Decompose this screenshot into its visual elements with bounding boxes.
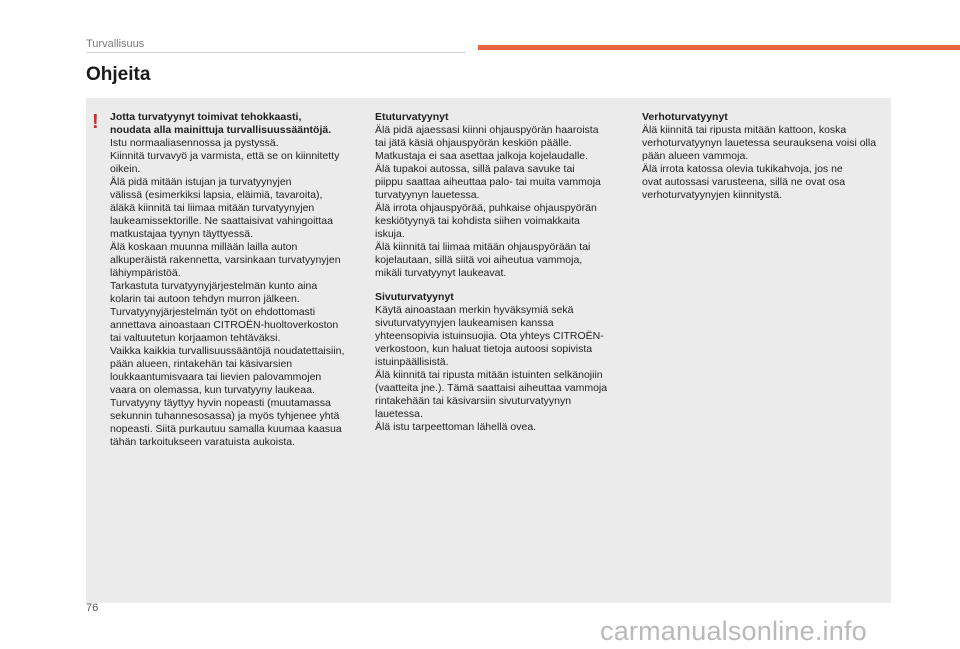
text-line: rintakehään tai käsivarsiin sivuturvatyynyn bbox=[375, 395, 572, 407]
text-line: verkostoon, kun haluat tietoja autoosi sopivista bbox=[375, 343, 593, 355]
page-number: 76 bbox=[86, 602, 99, 614]
text-line: Tarkastuta turvatyynyjärjestelmän kunto aina bbox=[110, 280, 318, 292]
text-line: turvatyynyn lauetessa. bbox=[375, 189, 480, 201]
general-heading-line: Jotta turvatyynyt toimivat tehokkaasti, bbox=[110, 111, 302, 123]
text-line: lähiympäristöä. bbox=[110, 267, 181, 279]
text-line: nopeasti. Siitä purkautuu samalla kuumaa kaasua bbox=[110, 423, 342, 435]
text-line: verhoturvatyynyjen kiinnitystä. bbox=[642, 189, 783, 201]
curtain-airbags-heading: Verhoturvatyynyt bbox=[642, 111, 728, 123]
column-general-rules bbox=[110, 111, 356, 449]
text-line: loukkaantumisvaara tai lievien palovammojen bbox=[110, 371, 322, 383]
text-line: äläkä kiinnitä tai liimaa mitään turvatyynyjen bbox=[110, 202, 315, 214]
text-line: yhteensopivia istuinsuojia. Ota yhteys CITROËN- bbox=[375, 330, 604, 342]
text-line: Älä tupakoi autossa, sillä palava savuke tai bbox=[375, 163, 575, 175]
text-line: pään alueen, rintakehän tai käsivarsien bbox=[110, 358, 293, 370]
text-line: pään alueen vammoja. bbox=[642, 150, 749, 162]
text-line: Älä pidä mitään istujan ja turvatyynyjen bbox=[110, 176, 292, 188]
text-line: alkuperäistä rakennetta, varsinkaan turvatyynyjen bbox=[110, 254, 341, 266]
text-line: tähän tarkoitukseen varatuista aukoista. bbox=[110, 436, 296, 448]
text-line: lauetessa. bbox=[375, 408, 423, 420]
general-heading-line: noudata alla mainittuja turvallisuussääntöjä. bbox=[110, 124, 332, 136]
text-line: ovat autossasi varusteena, sillä ne ovat osa bbox=[642, 176, 846, 188]
text-line: Turvatyyny täyttyy hyvin nopeasti (muutamassa bbox=[110, 397, 331, 409]
page-title: Ohjeita bbox=[86, 64, 151, 85]
text-line: laukeamissektorille. Ne saattaisivat vahingoittaa bbox=[110, 215, 333, 227]
text-line: sivuturvatyynyjen laukeamisen kanssa bbox=[375, 317, 554, 329]
column-front-and-side-airbags bbox=[375, 111, 623, 434]
text-line: iskuja. bbox=[375, 228, 405, 240]
text-line: mikäli turvatyynyt laukeavat. bbox=[375, 267, 507, 279]
text-line: Turvatyynyjärjestelmän työt on ehdottomasti bbox=[110, 306, 316, 318]
text-line: Älä irrota katossa olevia tukikahvoja, jos ne bbox=[642, 163, 843, 175]
text-line: Käytä ainoastaan merkin hyväksymiä sekä bbox=[375, 304, 574, 316]
text-line: vaara on olemassa, kun turvatyyny laukeaa. bbox=[110, 384, 315, 396]
header-divider-gray bbox=[86, 52, 466, 53]
text-line: annettava ainoastaan CITROËN-huoltoverkoston bbox=[110, 319, 339, 331]
text-line: Vaikka kaikkia turvallisuussääntöjä noudatettaisiin, bbox=[110, 345, 345, 357]
header-accent-bar bbox=[478, 45, 960, 50]
side-airbags-heading: Sivuturvatyynyt bbox=[375, 291, 454, 303]
text-line: Älä kiinnitä tai liimaa mitään ohjauspyörään tai bbox=[375, 241, 591, 253]
text-line: (vaatteita jne.). Tämä saattaisi aiheuttaa vammoja bbox=[375, 382, 608, 394]
text-line: tai valtuutetun korjaamon tehtäväksi. bbox=[110, 332, 281, 344]
section-label: Turvallisuus bbox=[86, 38, 145, 50]
text-line: Kiinnitä turvavyö ja varmista, että se on kiinnitetty bbox=[110, 150, 340, 162]
text-line: keskiötyynyä tai kohdista siihen voimakkaita bbox=[375, 215, 580, 227]
watermark: carmanualsonline.info bbox=[600, 616, 867, 646]
text-line: matkustajaa tyynyn täyttyessä. bbox=[110, 228, 253, 240]
text-line: oikein. bbox=[110, 163, 141, 175]
text-line: kojelautaan, sillä siitä voi aiheutua vammoja, bbox=[375, 254, 583, 266]
text-line: verhoturvatyynyn lauetessa seurauksena voisi olla bbox=[642, 137, 877, 149]
text-line: piippu saattaa aiheuttaa palo- tai muita vammoja bbox=[375, 176, 601, 188]
text-line: Älä koskaan muunna millään lailla auton bbox=[110, 241, 298, 253]
text-line: sekunnin tuhannesosassa) ja myös tyhjenee yhtä bbox=[110, 410, 340, 422]
text-line: Älä kiinnitä tai ripusta mitään kattoon, koska bbox=[642, 124, 847, 136]
front-airbags-heading: Etuturvatyynyt bbox=[375, 111, 449, 123]
text-line: Matkustaja ei saa asettaa jalkoja kojelaudalle. bbox=[375, 150, 589, 162]
column-curtain-airbags bbox=[642, 111, 892, 202]
text-line: Älä istu tarpeettoman lähellä ovea. bbox=[375, 421, 537, 433]
text-line: välissä (esimerkiksi lapsia, eläimiä, tavaroita), bbox=[110, 189, 323, 201]
text-line: Älä irrota ohjauspyörää, puhkaise ohjauspyörän bbox=[375, 202, 597, 214]
text-line: Älä pidä ajaessasi kiinni ohjauspyörän haaroista bbox=[375, 124, 599, 136]
text-line: Istu normaaliasennossa ja pystyssä. bbox=[110, 137, 279, 149]
text-line: istuinpäällisistä. bbox=[375, 356, 449, 368]
warning-exclamation-icon: ! bbox=[92, 111, 99, 133]
text-line: Älä kiinnitä tai ripusta mitään istuinten selkänojiin bbox=[375, 369, 603, 381]
text-line: tai jätä käsiä ohjauspyörän keskiön päälle. bbox=[375, 137, 572, 149]
text-line: kolarin tai autoon tehdyn murron jälkeen. bbox=[110, 293, 300, 305]
